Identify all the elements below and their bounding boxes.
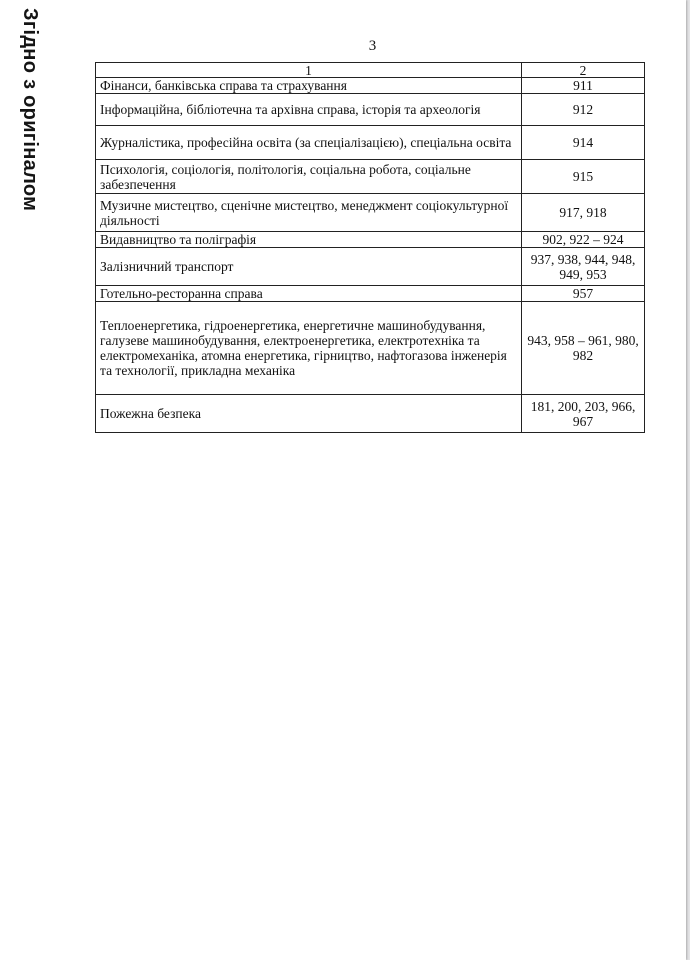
table-header-row xyxy=(96,63,645,78)
specialty-codes: 915 xyxy=(522,160,645,194)
specialty-codes: 917, 918 xyxy=(522,194,645,232)
table-row xyxy=(96,126,645,160)
specialty-name: Фінанси, банківська справа та страхування xyxy=(96,78,522,94)
table-row xyxy=(96,78,645,94)
specialty-name: Залізничний транспорт xyxy=(96,248,522,286)
specialty-name: Теплоенергетика, гідроенергетика, енергетичне машинобудування, галузеве машинобудування, електроенергетика, електротехніка та електромеханіка, атомна енергетика, гірництво, нафтогазова інженерія та технології, прикладна механіка xyxy=(96,302,522,395)
certification-stamp: Згідно з оригіналом xyxy=(19,8,41,212)
specialty-codes: 914 xyxy=(522,126,645,160)
table-row xyxy=(96,302,645,395)
specialty-codes: 957 xyxy=(522,286,645,302)
table-row xyxy=(96,160,645,194)
table-row xyxy=(96,248,645,286)
page-number: 3 xyxy=(368,38,377,54)
specialty-name: Музичне мистецтво, сценічне мистецтво, менеджмент соціокультурної діяльності xyxy=(96,194,522,232)
specialty-name: Інформаційна, бібліотечна та архівна справа, історія та археологія xyxy=(96,94,522,126)
header-cell-2: 2 xyxy=(522,63,645,78)
specialty-codes: 943, 958 – 961, 980, 982 xyxy=(522,302,645,395)
specialty-name: Готельно-ресторанна справа xyxy=(96,286,522,302)
table-row xyxy=(96,395,645,433)
specialty-codes: 912 xyxy=(522,94,645,126)
specialty-name: Журналістика, професійна освіта (за спеціалізацією), спеціальна освіта xyxy=(96,126,522,160)
specialty-codes: 181, 200, 203, 966, 967 xyxy=(522,395,645,433)
specialty-table xyxy=(95,62,645,433)
specialty-name: Психологія, соціологія, політологія, соціальна робота, соціальне забезпечення xyxy=(96,160,522,194)
table-row xyxy=(96,232,645,248)
specialty-name: Видавництво та поліграфія xyxy=(96,232,522,248)
table-row xyxy=(96,286,645,302)
table-row xyxy=(96,94,645,126)
specialty-name: Пожежна безпека xyxy=(96,395,522,433)
specialty-codes: 902, 922 – 924 xyxy=(522,232,645,248)
table-row xyxy=(96,194,645,232)
specialty-codes: 911 xyxy=(522,78,645,94)
header-cell-1: 1 xyxy=(96,63,522,78)
specialty-codes: 937, 938, 944, 948, 949, 953 xyxy=(522,248,645,286)
